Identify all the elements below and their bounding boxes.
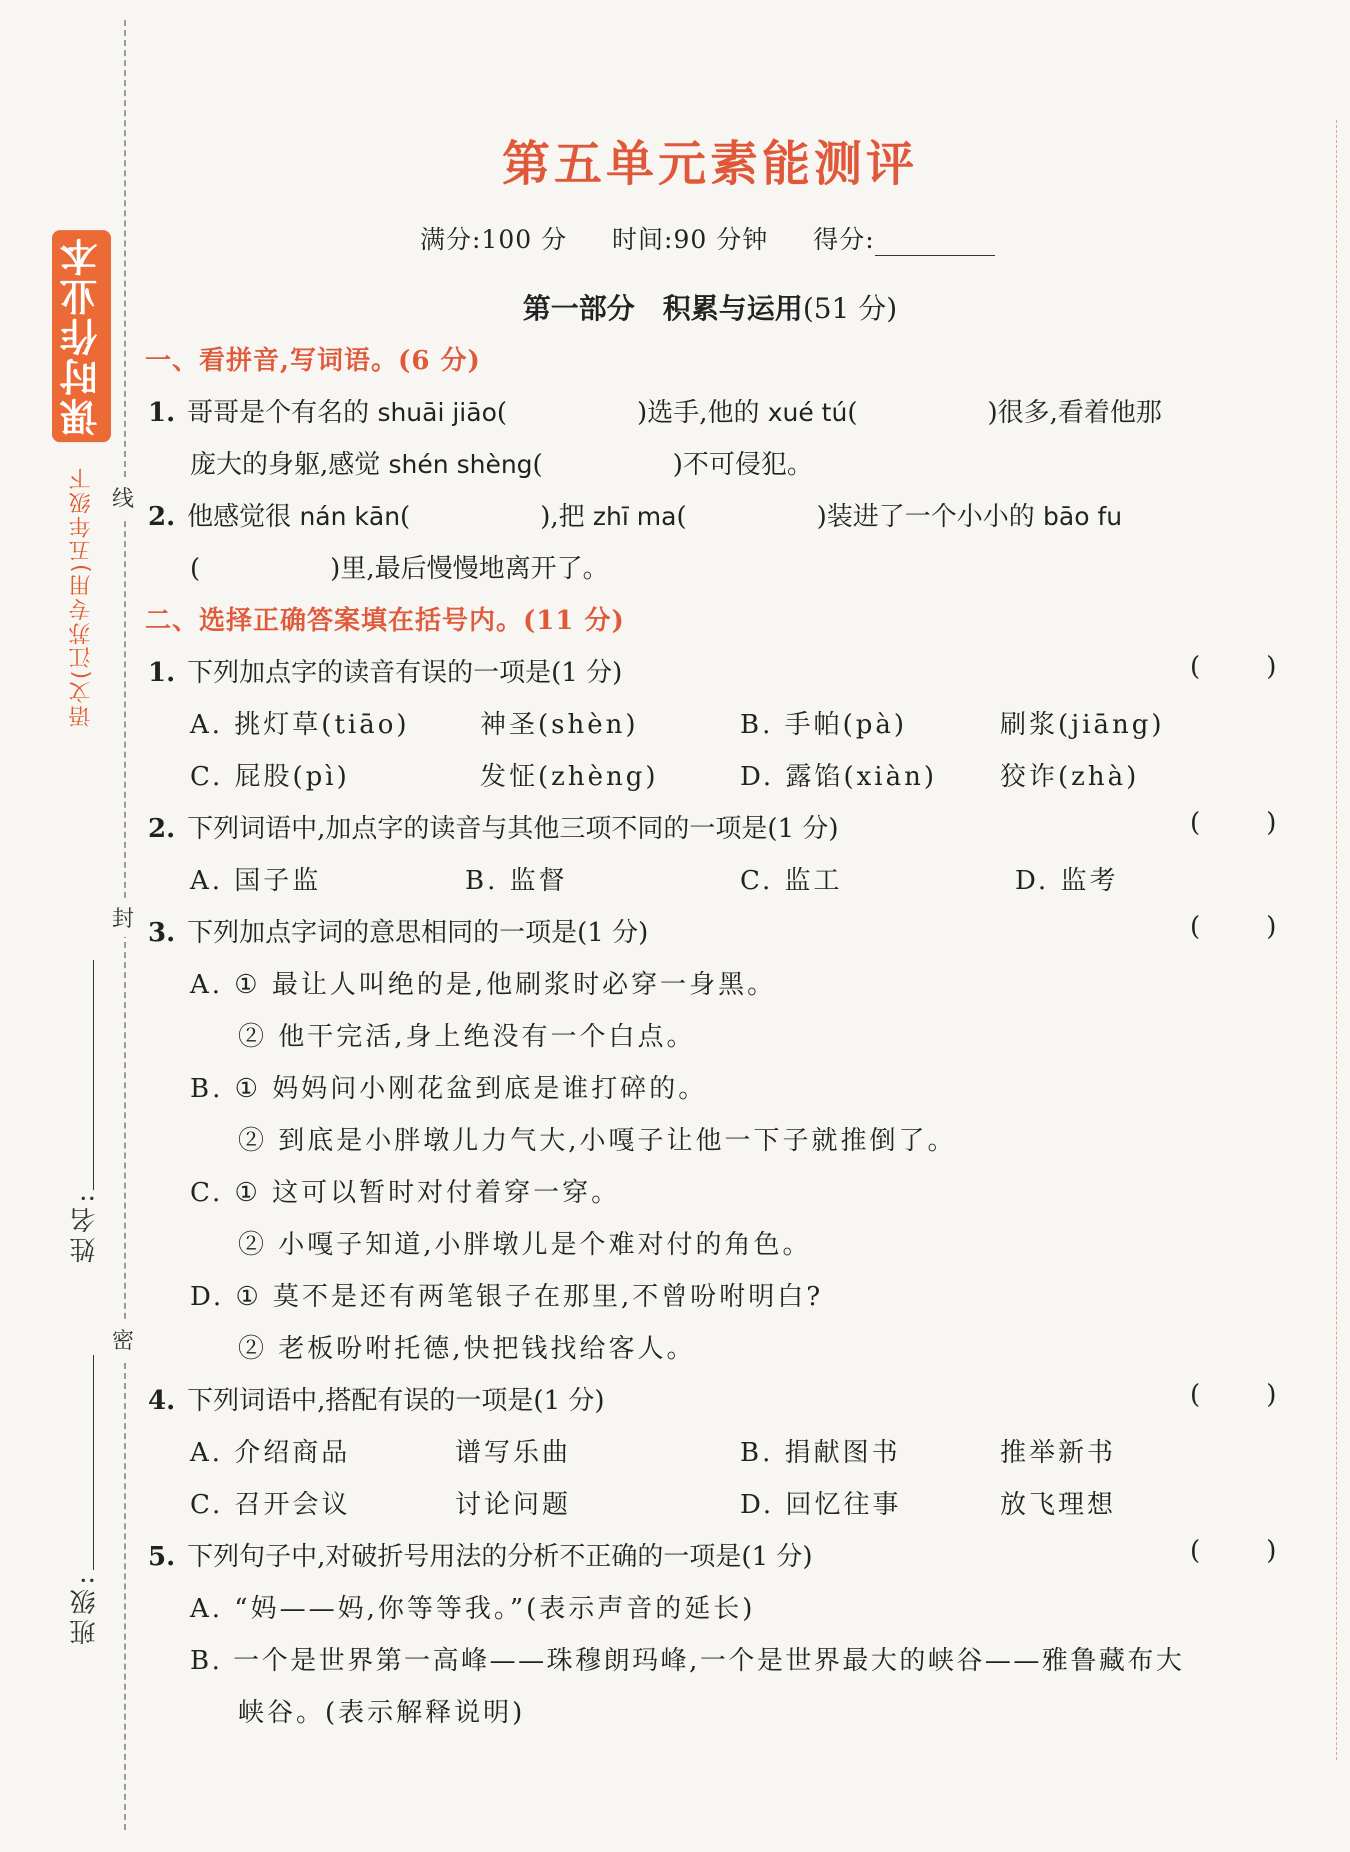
name-label: 姓名:	[70, 1190, 100, 1263]
question-text: 下列句子中,对破折号用法的分析不正确的一项是(1 分)	[187, 1542, 813, 1572]
option-b: B. 手帕(pà)	[740, 710, 908, 740]
question-text: 下列加点字词的意思相同的一项是(1 分)	[187, 918, 649, 948]
margin-mark-xian: 线	[112, 478, 134, 517]
page-title: 第五单元素能测评	[501, 136, 918, 192]
text: 很多,看着他那	[997, 398, 1162, 428]
s1-q2-line1: 2. 他感觉很 nán kān( ),把 zhī ma( )装进了一个小小的 bāo fu	[148, 502, 1123, 532]
option-c-2: 发怔(zhèng)	[480, 762, 659, 792]
option-a-2: 神圣(shèn)	[480, 710, 639, 740]
option-b-2: 刷浆(jiāng)	[1000, 710, 1165, 740]
question-text: 下列词语中,加点字的读音与其他三项不同的一项是(1 分)	[187, 814, 839, 844]
question-number: 2.	[148, 814, 176, 844]
option-b: B. 监督	[465, 866, 568, 896]
option-d-2: ② 老板吩咐托德,快把钱找给客人。	[238, 1334, 696, 1364]
section1-heading: 一、看拼音,写词语。(6 分)	[145, 346, 481, 376]
text: 他感觉很	[187, 502, 292, 532]
option-d: D. 回忆往事	[740, 1490, 902, 1520]
option-d: D. 露馅(xiàn)	[740, 762, 937, 792]
s1-q2-line2: ( )里,最后慢慢地离开了。	[190, 554, 609, 584]
answer-bracket[interactable]: ( )	[1190, 912, 1277, 942]
question-number: 1.	[148, 398, 176, 428]
pinyin: xué tú	[767, 398, 848, 427]
question-number: 1.	[148, 658, 176, 688]
exam-meta	[420, 220, 1031, 256]
s2-q1-stem	[148, 652, 1278, 689]
option-b: B. 一个是世界第一高峰——珠穆朗玛峰,一个是世界最大的峡谷——雅鲁藏布大	[190, 1646, 1185, 1676]
section2-heading: 二、选择正确答案填在括号内。(11 分)	[145, 606, 625, 636]
margin-mark-feng: 封	[112, 898, 134, 937]
answer-bracket[interactable]: ( )	[1190, 1380, 1277, 1410]
text: ,把	[550, 502, 585, 532]
class-label: 班级:	[70, 1572, 100, 1645]
question-text: 下列词语中,搭配有误的一项是(1 分)	[187, 1386, 605, 1416]
text: 哥哥是个有名的	[187, 398, 370, 428]
s1-q1-line1: 1. 哥哥是个有名的 shuāi jiāo( )选手,他的 xué tú( )很多,看着他那	[148, 398, 1162, 428]
option-b: B. 捐献图书	[740, 1438, 901, 1468]
pinyin: shén shèng	[388, 450, 533, 479]
pinyin: nán kān	[299, 502, 401, 531]
option-c: C. 召开会议	[190, 1490, 351, 1520]
series-logo: 课时作业本	[52, 230, 111, 442]
pinyin: zhī ma	[592, 502, 677, 531]
option-a: A. “妈——妈,你等等我。”(表示声音的延长)	[190, 1594, 756, 1624]
score-label: 得分:	[813, 225, 875, 254]
class-field[interactable]	[93, 1355, 94, 1570]
option-d-2: 放飞理想	[1000, 1490, 1117, 1520]
pinyin: shuāi jiāo	[377, 398, 497, 427]
pinyin: bāo fu	[1043, 502, 1123, 531]
right-edge-line	[1336, 120, 1337, 1760]
answer-bracket[interactable]: ( )	[1190, 652, 1277, 682]
option-b-cont: 峡谷。(表示解释说明)	[238, 1698, 526, 1728]
option-d: D. 监考	[1015, 866, 1119, 896]
text: 不可侵犯。	[682, 450, 813, 480]
option-d-1: D. ① 莫不是还有两笔银子在那里,不曾吩咐明白?	[190, 1282, 824, 1312]
question-number: 4.	[148, 1386, 176, 1416]
full-score: 满分:100 分	[420, 225, 568, 254]
text: 装进了一个小小的	[826, 502, 1035, 532]
text: 里,最后慢慢地离开了。	[340, 554, 609, 584]
option-c-2: ② 小嘎子知道,小胖墩儿是个难对付的角色。	[238, 1230, 812, 1260]
time-limit: 时间:90 分钟	[612, 225, 769, 254]
question-number: 3.	[148, 918, 176, 948]
question-number: 2.	[148, 502, 176, 532]
text: 庞大的身躯,感觉	[190, 450, 381, 480]
option-b-2: ② 到底是小胖墩儿力气大,小嘎子让他一下子就推倒了。	[238, 1126, 957, 1156]
option-c-2: 讨论问题	[455, 1490, 572, 1520]
answer-bracket[interactable]: ( )	[1190, 1536, 1277, 1566]
name-field[interactable]	[93, 960, 94, 1190]
s2-q3-stem	[148, 912, 1278, 949]
series-subtitle: 语文(江苏专用)五年级下	[69, 466, 94, 728]
question-text: 下列加点字的读音有误的一项是(1 分)	[187, 658, 623, 688]
s2-q5-stem	[148, 1536, 1278, 1573]
option-c-1: C. ① 这可以暂时对付着穿一穿。	[190, 1178, 621, 1208]
option-c: C. 屁股(pì)	[190, 762, 350, 792]
option-a-2: 谱写乐曲	[455, 1438, 572, 1468]
option-c: C. 监工	[740, 866, 843, 896]
option-d-2: 狡诈(zhà)	[1000, 762, 1140, 792]
answer-bracket[interactable]: ( )	[1190, 808, 1277, 838]
option-a: A. 挑灯草(tiāo)	[190, 710, 410, 740]
s2-q4-stem	[148, 1380, 1278, 1417]
option-b-2: 推举新书	[1000, 1438, 1117, 1468]
option-a-1: A. ① 最让人叫绝的是,他刷浆时必穿一身黑。	[190, 970, 777, 1000]
option-a-2: ② 他干完活,身上绝没有一个白点。	[238, 1022, 696, 1052]
option-a: A. 介绍商品	[190, 1438, 351, 1468]
text: 选手,他的	[647, 398, 760, 428]
score-field[interactable]	[875, 231, 995, 256]
s1-q1-line2: 庞大的身躯,感觉 shén shèng( )不可侵犯。	[190, 450, 813, 480]
option-b-1: B. ① 妈妈问小刚花盆到底是谁打碎的。	[190, 1074, 708, 1104]
part-points: (51 分)	[802, 292, 898, 325]
question-number: 5.	[148, 1542, 176, 1572]
margin-mark-mi: 密	[112, 1320, 134, 1359]
part-heading	[0, 287, 1350, 327]
s2-q2-stem	[148, 808, 1278, 845]
part-title: 第一部分 积累与运用	[522, 292, 803, 325]
option-a: A. 国子监	[190, 866, 322, 896]
